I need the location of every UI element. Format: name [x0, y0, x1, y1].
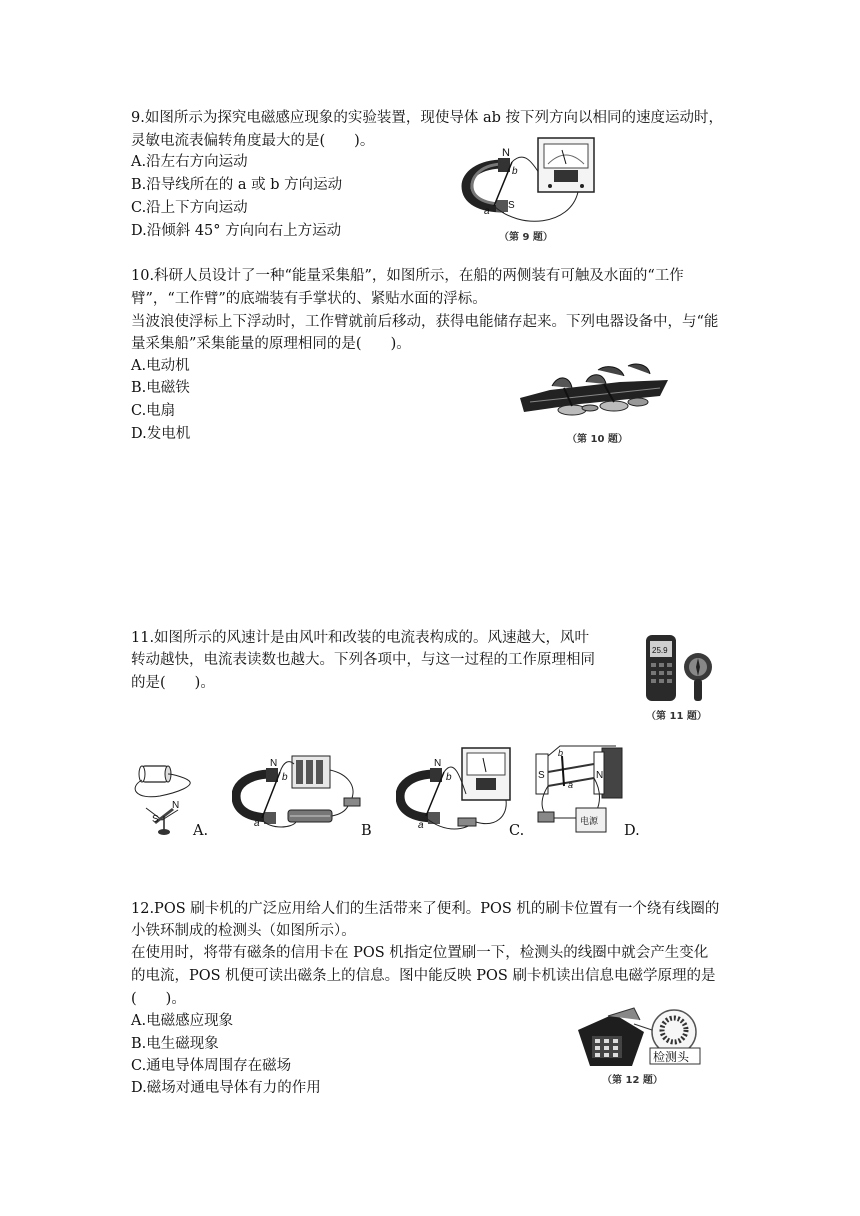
q9-fig-label-n: N — [502, 147, 510, 159]
q10-option-b: B.电磁铁 — [131, 380, 190, 396]
q9-option-b: B.沿导线所在的 a 或 b 方向运动 — [131, 177, 343, 193]
q11-anemometer-figure — [642, 629, 716, 705]
q9-stem-line-1: 9.如图所示为探究电磁感应现象的实验装置，现使导体 ab 按下列方向以相同的速度运动时， — [131, 110, 723, 126]
q11-option-d-label: D. — [624, 823, 640, 839]
q12-option-d: D.磁场对通电导体有力的作用 — [131, 1080, 321, 1096]
q11-stem-line-3: 的是( )。 — [131, 675, 215, 691]
q11-d-fig-label-n: N — [596, 770, 604, 781]
q11-a-fig-label-n: N — [172, 800, 180, 811]
q12-detector-label: 检测头 — [653, 1050, 690, 1064]
q10-stem-line-4: 量采集船”采集能量的原理相同的是( )。 — [131, 336, 411, 352]
q9-stem-line-2: 灵敏电流表偏转角度最大的是( )。 — [131, 133, 375, 149]
q11-b-fig-label-a: a — [254, 818, 260, 829]
q11-option-c-label: C. — [509, 823, 525, 839]
q10-stem-line-1: 10.科研人员设计了一种“能量采集船”，如图所示，在船的两侧装有可触及水面的“工作 — [131, 268, 684, 284]
q10-energy-harvesting-boat-figure — [520, 362, 670, 424]
q12-option-b: B.电生磁现象 — [131, 1036, 219, 1052]
q11-b-fig-label-n: N — [270, 758, 278, 769]
q9-figure-caption: （第 9 题） — [499, 232, 553, 243]
q10-stem-line-3: 当波浪使浮标上下浮动时，工作臂就前后移动，获得电能储存起来。下列电器设备中，与“能 — [131, 314, 719, 330]
q12-option-a: A.电磁感应现象 — [131, 1013, 234, 1029]
q12-stem-line-1: 12.POS 刷卡机的广泛应用给人们的生活带来了便利。POS 机的刷卡位置有一个绕有线圈的 — [131, 901, 720, 917]
q11-option-b-label: B — [361, 823, 372, 839]
q10-figure-caption: （第 10 题） — [567, 434, 628, 445]
q9-option-c: C.沿上下方向运动 — [131, 200, 248, 216]
q11-d-fig-label-b: b — [558, 748, 564, 758]
q11-option-a-figure — [128, 760, 200, 840]
q11-c-fig-label-b: b — [446, 772, 452, 783]
q12-stem-line-4: 的电流，POS 机便可读出磁条上的信息。图中能反映 POS 刷卡机读出信息电磁学原理的是 — [131, 968, 716, 984]
q11-stem-line-1: 11.如图所示的风速计是由风叶和改装的电流表构成的。风速越大，风叶 — [131, 630, 590, 646]
q9-induction-apparatus-figure — [460, 134, 610, 234]
q12-figure-caption: （第 12 题） — [602, 1075, 663, 1086]
q9-fig-label-s: S — [508, 200, 515, 211]
q10-option-c: C.电扇 — [131, 403, 176, 419]
q11-figure-caption: （第 11 题） — [646, 711, 707, 722]
q12-pos-machine-figure — [574, 1004, 704, 1070]
q11-option-c-figure — [396, 744, 524, 836]
q11-stem-line-2: 转动越快，电流表读数也越大。下列各项中，与这一过程的工作原理相同 — [131, 652, 595, 668]
q11-c-fig-label-n: N — [434, 758, 442, 769]
q11-d-fig-label-s: S — [538, 770, 545, 781]
q12-stem-line-5: ( )。 — [131, 991, 186, 1007]
q9-fig-label-a: a — [484, 206, 490, 217]
q11-b-fig-label-b: b — [282, 772, 288, 783]
q11-device-reading: 25.9 — [652, 646, 668, 655]
q11-c-fig-label-a: a — [418, 820, 424, 831]
q11-option-d-figure — [530, 742, 630, 838]
q9-option-a: A.沿左右方向运动 — [131, 154, 248, 170]
q11-d-fig-label-a: a — [568, 780, 574, 790]
q11-d-power-label: 电源 — [580, 816, 599, 826]
q12-stem-line-3: 在使用时，将带有磁条的信用卡在 POS 机指定位置刷一下，检测头的线圈中就会产生变化 — [131, 945, 709, 961]
q10-option-d: D.发电机 — [131, 426, 191, 442]
q11-option-b-figure — [232, 750, 368, 836]
q9-fig-label-b: b — [512, 166, 518, 177]
q11-option-a-label: A. — [193, 823, 209, 839]
q11-a-fig-label-s: S — [152, 814, 159, 825]
q9-option-d: D.沿倾斜 45° 方向向右上方运动 — [131, 223, 342, 239]
q12-stem-line-2: 小铁环制成的检测头（如图所示）。 — [131, 923, 356, 939]
q10-option-a: A.电动机 — [131, 358, 190, 374]
q12-option-c: C.通电导体周围存在磁场 — [131, 1058, 292, 1074]
q10-stem-line-2: 臂”，“工作臂”的底端装有手掌状的、紧贴水面的浮标。 — [131, 291, 487, 307]
